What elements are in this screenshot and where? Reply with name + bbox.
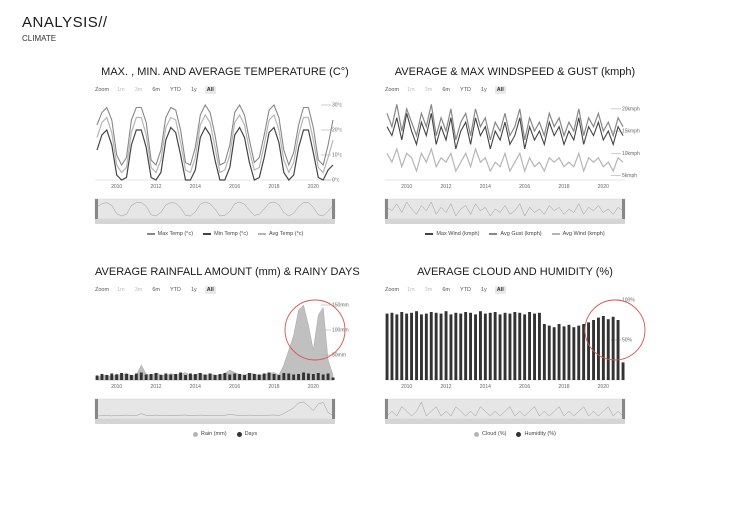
bar-mark <box>140 373 143 381</box>
bar-mark <box>110 374 113 381</box>
bar-mark <box>248 373 251 380</box>
chart-svg <box>385 100 640 250</box>
zoom-button-6m[interactable]: 6m <box>442 287 450 293</box>
bar-mark <box>469 313 472 380</box>
x-tick-label: 2018 <box>268 384 280 390</box>
x-tick-label: 2012 <box>150 384 162 390</box>
bar-mark <box>317 373 320 380</box>
legend-swatch <box>258 233 266 235</box>
bar-mark <box>479 311 482 380</box>
x-tick-label: 2020 <box>307 384 319 390</box>
y-tick-label: 15kmph <box>622 128 640 135</box>
zoom-button-6m[interactable]: 6m <box>152 87 160 93</box>
bar-mark <box>617 320 620 380</box>
navigator-handle-left <box>385 199 388 219</box>
y-tick-label: 10kmph <box>622 150 640 157</box>
zoom-button-ytd[interactable]: YTD <box>459 287 471 293</box>
chart-svg <box>385 297 635 450</box>
bar-mark <box>504 313 507 380</box>
bar-mark <box>563 326 566 380</box>
bar-mark <box>145 375 148 381</box>
x-tick-label: 2020 <box>597 184 609 190</box>
bar-mark <box>400 312 403 380</box>
chart-legend <box>385 431 645 437</box>
bar-mark <box>263 374 266 381</box>
legend-swatch <box>516 432 521 437</box>
chart-title: AVERAGE CLOUD AND HUMIDITY (%) <box>417 266 613 278</box>
x-tick-label: 2018 <box>558 384 570 390</box>
legend-swatch <box>552 233 560 235</box>
legend-label: Min Temp (°c) <box>214 231 248 237</box>
bar-mark <box>209 374 212 381</box>
zoom-button-all[interactable]: All <box>496 287 504 293</box>
x-tick-label: 2018 <box>268 184 280 190</box>
bar-mark <box>597 318 600 380</box>
zoom-button-3m[interactable]: 3m <box>424 287 433 293</box>
zoom-bar <box>95 86 216 94</box>
x-tick-label: 2012 <box>440 384 452 390</box>
bar-mark <box>489 313 492 380</box>
bar-mark <box>420 314 423 380</box>
x-tick-label: 2020 <box>307 184 319 190</box>
zoom-button-ytd[interactable]: YTD <box>169 87 181 93</box>
legend-item[interactable] <box>474 431 506 437</box>
zoom-button-1y[interactable]: 1y <box>190 287 197 293</box>
zoom-button-3m[interactable]: 3m <box>424 87 433 93</box>
legend-item[interactable] <box>258 231 303 237</box>
y-tick-label: 10°c <box>332 152 343 159</box>
bar-mark <box>214 375 217 380</box>
bar-mark <box>622 362 625 380</box>
navigator-handle-right <box>622 199 625 219</box>
zoom-label: Zoom <box>385 287 400 293</box>
navigator-scrollbar <box>385 219 625 224</box>
bar-mark <box>509 314 512 380</box>
bar-mark <box>322 375 325 381</box>
bar-mark <box>543 324 546 380</box>
x-tick-label: 2014 <box>479 184 491 190</box>
zoom-bar <box>385 86 506 94</box>
bar-mark <box>607 319 610 380</box>
bar-mark <box>450 314 453 380</box>
series-bars-1 <box>386 311 625 380</box>
legend-swatch <box>474 432 479 437</box>
legend-item[interactable] <box>552 231 605 237</box>
chart-title: AVERAGE RAINFALL AMOUNT (mm) & RAINY DAYS <box>95 266 360 278</box>
x-tick-label: 2014 <box>479 384 491 390</box>
navigator-handle-left <box>95 399 98 419</box>
chart-title: MAX. , MIN. AND AVERAGE TEMPERATURE (C°) <box>101 66 349 78</box>
zoom-button-1y[interactable]: 1y <box>190 87 197 93</box>
bar-mark <box>164 374 167 381</box>
bar-mark <box>268 373 271 381</box>
zoom-button-3m[interactable]: 3m <box>134 87 143 93</box>
legend-label: Days <box>244 431 258 437</box>
bar-mark <box>292 375 295 381</box>
zoom-button-1m[interactable]: 1m <box>117 87 125 93</box>
zoom-button-3m[interactable]: 3m <box>134 287 143 293</box>
bar-mark <box>415 311 418 380</box>
bar-mark <box>189 374 192 381</box>
y-tick-label: 100mm <box>332 327 349 334</box>
navigator-scrollbar <box>95 419 335 424</box>
bar-mark <box>169 375 172 381</box>
chart-legend <box>95 231 355 237</box>
bar-mark <box>440 314 443 380</box>
bar-mark <box>105 375 108 380</box>
zoom-button-1y[interactable]: 1y <box>480 287 487 293</box>
y-tick-label: 50% <box>622 337 633 344</box>
x-tick-label: 2018 <box>558 184 570 190</box>
navigator-track <box>95 399 335 419</box>
y-tick-label: 0°c <box>332 177 340 184</box>
navigator-handle-left <box>385 399 388 419</box>
navigator-scrollbar <box>95 219 335 224</box>
y-tick-label: 100% <box>622 297 635 304</box>
bar-mark <box>160 375 163 380</box>
bar-mark <box>533 314 536 380</box>
x-tick-label: 2014 <box>189 184 201 190</box>
bar-mark <box>518 313 521 380</box>
series-line-2 <box>387 149 623 171</box>
bar-mark <box>558 324 561 380</box>
legend-item[interactable] <box>425 231 479 237</box>
bar-mark <box>548 326 551 380</box>
zoom-label: Zoom <box>385 87 400 93</box>
zoom-button-1y[interactable]: 1y <box>480 87 487 93</box>
zoom-button-ytd[interactable]: YTD <box>169 287 181 293</box>
legend-swatch <box>489 233 497 235</box>
bar-mark <box>101 374 104 380</box>
navigator-track <box>385 399 625 419</box>
bar-mark <box>430 312 433 380</box>
bar-mark <box>553 327 556 380</box>
legend-item[interactable] <box>237 431 258 437</box>
bar-mark <box>115 375 118 381</box>
bar-mark <box>464 312 467 380</box>
bar-mark <box>253 374 256 380</box>
bar-mark <box>425 314 428 380</box>
bar-mark <box>528 312 531 380</box>
bar-mark <box>454 313 457 380</box>
bar-mark <box>282 373 285 380</box>
bar-mark <box>484 314 487 380</box>
navigator-handle-right <box>332 199 335 219</box>
legend-label: Avg Gust (kmph) <box>500 231 542 237</box>
legend-swatch <box>193 432 198 437</box>
zoom-bar <box>95 286 216 294</box>
bar-mark <box>155 373 158 380</box>
chart-svg <box>95 300 349 450</box>
bar-mark <box>386 314 389 380</box>
navigator-scrollbar <box>385 419 625 424</box>
zoom-button-6m[interactable]: 6m <box>152 287 160 293</box>
y-tick-label: 20kmph <box>622 106 640 113</box>
bar-mark <box>395 314 398 380</box>
x-tick-label: 2016 <box>229 384 241 390</box>
bar-mark <box>410 313 413 380</box>
bar-mark <box>130 375 133 380</box>
x-tick-label: 2010 <box>401 384 413 390</box>
bar-mark <box>327 374 330 381</box>
x-tick-label: 2020 <box>597 384 609 390</box>
legend-item[interactable] <box>489 231 541 237</box>
legend-swatch <box>203 233 211 235</box>
legend-label: Avg Temp (°c) <box>268 231 304 237</box>
y-tick-label: 150mm <box>332 302 349 309</box>
chart-title: AVERAGE & MAX WINDSPEED & GUST (kmph) <box>394 66 636 78</box>
bar-mark <box>474 314 477 380</box>
bar-mark <box>499 314 502 380</box>
bar-mark <box>332 378 335 381</box>
bar-mark <box>405 314 408 380</box>
y-tick-label: 20°c <box>332 127 343 134</box>
x-tick-label: 2012 <box>440 184 452 190</box>
bar-mark <box>96 376 99 381</box>
bar-mark <box>577 326 580 380</box>
zoom-button-1m[interactable]: 1m <box>407 287 415 293</box>
bar-mark <box>459 314 462 380</box>
zoom-button-1m[interactable]: 1m <box>117 287 125 293</box>
zoom-button-ytd[interactable]: YTD <box>459 87 471 93</box>
bar-mark <box>219 374 222 380</box>
navigator-handle-right <box>332 399 335 419</box>
x-tick-label: 2010 <box>111 184 123 190</box>
bar-mark <box>243 375 246 380</box>
legend-swatch <box>237 432 242 437</box>
bar-mark <box>120 373 123 380</box>
navigator[interactable] <box>385 399 625 424</box>
zoom-button-6m[interactable]: 6m <box>442 87 450 93</box>
navigator-handle-right <box>622 399 625 419</box>
bar-mark <box>307 374 310 381</box>
chart-svg <box>95 100 345 250</box>
bar-mark <box>513 312 516 380</box>
bar-mark <box>179 373 182 381</box>
bar-mark <box>199 373 202 380</box>
bar-mark <box>494 312 497 380</box>
y-tick-label: 50mm <box>332 352 346 359</box>
chart-legend <box>95 431 355 437</box>
zoom-button-all[interactable]: All <box>206 287 214 293</box>
x-tick-label: 2016 <box>519 384 531 390</box>
bar-mark <box>572 327 575 380</box>
legend-item[interactable] <box>203 231 248 237</box>
zoom-button-all[interactable]: All <box>496 87 504 93</box>
chart-legend <box>385 231 645 237</box>
bar-mark <box>273 374 276 380</box>
navigator-handle-left <box>95 199 98 219</box>
series-line-0 <box>387 113 623 149</box>
legend-label: Avg Wind (kmph) <box>562 231 605 237</box>
series-area-0 <box>97 305 333 380</box>
bar-mark <box>312 374 315 380</box>
legend-item[interactable] <box>193 431 227 437</box>
bar-mark <box>150 374 153 380</box>
bar-mark <box>297 374 300 380</box>
navigator[interactable] <box>95 199 335 224</box>
x-tick-label: 2016 <box>229 184 241 190</box>
bar-mark <box>391 313 394 380</box>
legend-label: Max Temp (°c) <box>157 231 194 237</box>
bar-mark <box>184 375 187 380</box>
bar-mark <box>233 374 236 381</box>
legend-swatch <box>425 233 433 235</box>
bar-mark <box>538 313 541 380</box>
page-header-title: ANALYSIS// <box>22 14 108 31</box>
legend-label: Humidity (%) <box>524 431 556 437</box>
bar-mark <box>445 311 448 380</box>
bar-mark <box>568 325 571 380</box>
x-tick-label: 2014 <box>189 384 201 390</box>
bar-mark <box>302 373 305 381</box>
legend-label: Max Wind (kmph) <box>436 231 480 237</box>
zoom-label: Zoom <box>95 87 110 93</box>
bar-mark <box>238 374 241 380</box>
x-tick-label: 2010 <box>401 184 413 190</box>
bar-mark <box>204 375 207 381</box>
bar-mark <box>258 375 261 381</box>
x-tick-label: 2016 <box>519 184 531 190</box>
legend-label: Rain (mm) <box>200 431 227 437</box>
x-tick-label: 2012 <box>150 184 162 190</box>
bar-mark <box>174 374 177 380</box>
bar-mark <box>135 374 138 381</box>
page-header-subtitle: CLIMATE <box>22 34 57 43</box>
bar-mark <box>523 314 526 380</box>
bar-mark <box>228 375 231 381</box>
navigator[interactable] <box>385 199 625 224</box>
zoom-bar <box>385 286 506 294</box>
y-tick-label: 5kmph <box>622 173 638 180</box>
bar-mark <box>278 375 281 380</box>
zoom-button-all[interactable]: All <box>206 87 214 93</box>
zoom-label: Zoom <box>95 287 110 293</box>
legend-item[interactable] <box>147 231 193 237</box>
legend-swatch <box>147 233 155 235</box>
bar-mark <box>602 316 605 380</box>
bar-mark <box>287 374 290 381</box>
bar-mark <box>435 313 438 380</box>
navigator[interactable] <box>95 399 335 424</box>
bar-mark <box>587 322 590 380</box>
bar-mark <box>223 373 226 380</box>
legend-label: Cloud (%) <box>482 431 507 437</box>
bar-mark <box>612 317 615 380</box>
bar-mark <box>194 374 197 380</box>
bar-mark <box>125 374 128 380</box>
y-tick-label: 30°c <box>332 102 343 109</box>
legend-item[interactable] <box>516 431 555 437</box>
zoom-button-1m[interactable]: 1m <box>407 87 415 93</box>
navigator-track <box>385 199 625 219</box>
x-tick-label: 2010 <box>111 384 123 390</box>
